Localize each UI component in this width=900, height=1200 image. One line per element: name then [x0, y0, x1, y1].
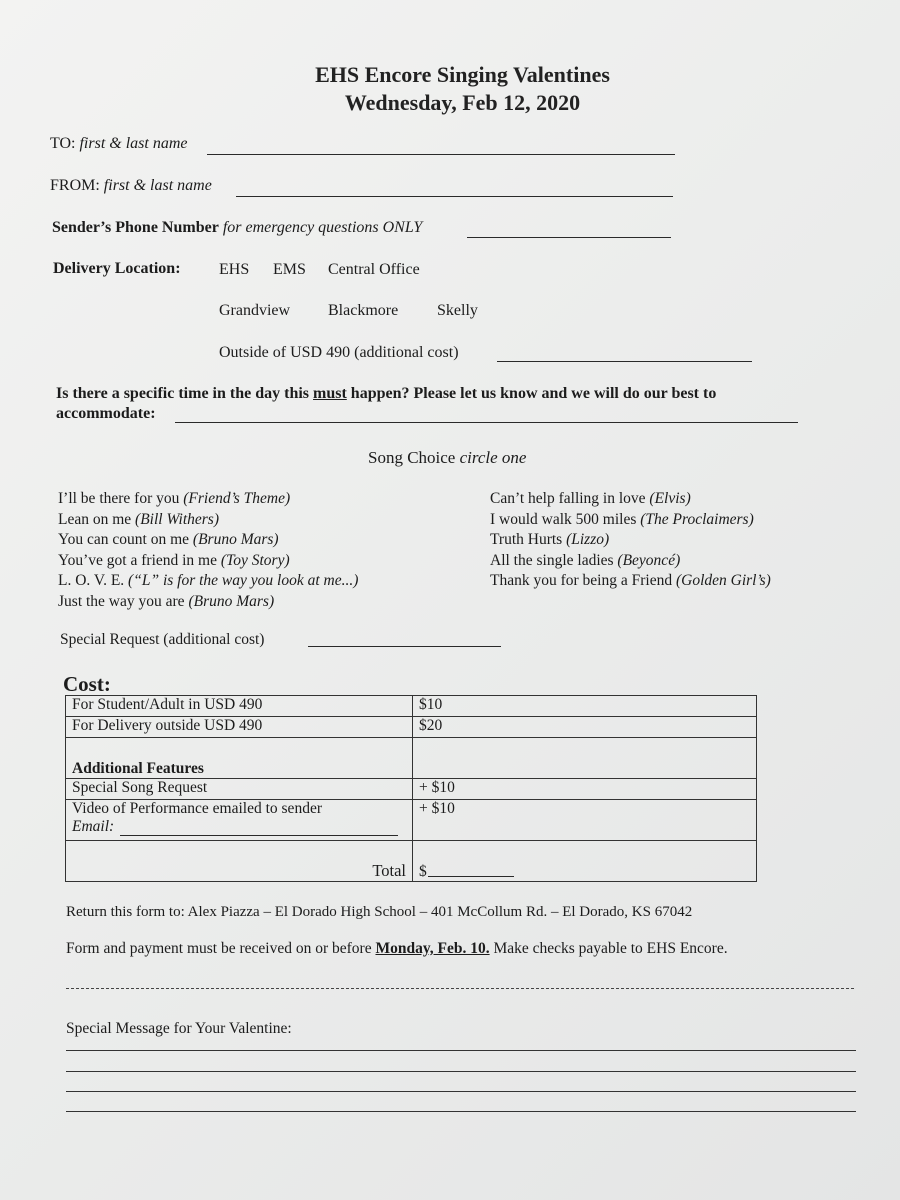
location-ems[interactable]: EMS — [273, 261, 306, 278]
song-list-right — [490, 489, 771, 592]
additional-features-heading: Additional Features — [66, 738, 413, 779]
cost-special-song: Special Song Request — [66, 779, 413, 800]
cost-outside-delivery: For Delivery outside USD 490 — [66, 717, 413, 738]
form-title: EHS Encore Singing Valentines — [315, 62, 610, 87]
phone-number-line[interactable] — [467, 237, 671, 238]
from-name-line[interactable] — [236, 196, 673, 197]
special-request-label: Special Request (additional cost) — [60, 631, 265, 648]
cost-student-adult-price: $10 — [413, 696, 757, 717]
message-line[interactable] — [66, 1071, 856, 1072]
return-instructions: Return this form to: Alex Piazza – El Dorado High School – 401 McCollum Rd. – El Dorado, KS 67042 — [66, 904, 693, 920]
cost-special-song-price: + $10 — [413, 779, 757, 800]
song-option[interactable]: Truth Hurts (Lizzo) — [490, 531, 610, 548]
delivery-location-label: Delivery Location: — [53, 260, 181, 277]
cost-video: Video of Performance emailed to sender Email: — [66, 800, 413, 841]
message-line[interactable] — [66, 1091, 856, 1092]
payment-deadline: Form and payment must be received on or before Monday, Feb. 10. Make checks payable to EHS Encore. — [66, 940, 728, 957]
song-option[interactable]: Just the way you are (Bruno Mars) — [58, 592, 275, 610]
total-label: Total — [66, 841, 413, 882]
song-list-left — [58, 489, 358, 612]
total-amount-line[interactable] — [428, 876, 514, 877]
song-option[interactable]: Lean on me (Bill Withers) — [58, 510, 219, 528]
to-field-label: TO: first & last name — [50, 135, 188, 152]
message-line[interactable] — [66, 1111, 856, 1112]
song-choice-heading: Song Choice circle one — [368, 448, 527, 467]
email-label: Email: — [72, 818, 115, 835]
cost-video-price: + $10 — [413, 800, 757, 841]
special-message-label: Special Message for Your Valentine: — [66, 1020, 292, 1037]
cost-student-adult: For Student/Adult in USD 490 — [66, 696, 413, 717]
song-option[interactable]: I’ll be there for you (Friend’s Theme) — [58, 490, 291, 507]
song-option[interactable]: All the single ladies (Beyoncé) — [490, 551, 681, 569]
special-request-line[interactable] — [308, 646, 501, 647]
phone-field-label: Sender’s Phone Number for emergency questions ONLY — [52, 219, 423, 236]
time-answer-line[interactable] — [175, 422, 798, 423]
time-question-accommodate: accommodate: — [56, 405, 156, 422]
cost-heading: Cost: — [63, 672, 111, 696]
message-line[interactable] — [66, 1050, 856, 1051]
cost-table — [65, 695, 757, 882]
cut-line-divider — [66, 988, 854, 989]
location-central-office[interactable]: Central Office — [328, 261, 420, 278]
song-option[interactable]: You can count on me (Bruno Mars) — [58, 531, 279, 548]
outside-location-line[interactable] — [497, 361, 752, 362]
location-outside-usd[interactable]: Outside of USD 490 (additional cost) — [219, 344, 459, 361]
location-skelly[interactable]: Skelly — [437, 302, 478, 319]
cost-outside-delivery-price: $20 — [413, 717, 757, 738]
song-option[interactable]: L. O. V. E. (“L” is for the way you look at me...) — [58, 572, 359, 589]
total-currency: $ — [419, 863, 427, 880]
song-option[interactable]: Thank you for being a Friend (Golden Girl’s) — [490, 572, 771, 589]
location-grandview[interactable]: Grandview — [219, 302, 291, 319]
song-option[interactable]: Can’t help falling in love (Elvis) — [490, 490, 691, 507]
song-option[interactable]: You’ve got a friend in me (Toy Story) — [58, 551, 290, 569]
song-option[interactable]: I would walk 500 miles (The Proclaimers) — [490, 510, 754, 528]
from-field-label: FROM: first & last name — [50, 177, 212, 194]
to-name-line[interactable] — [207, 154, 675, 155]
total-cell — [413, 841, 757, 882]
form-date: Wednesday, Feb 12, 2020 — [344, 90, 581, 115]
empty-cell — [413, 738, 757, 779]
location-blackmore[interactable]: Blackmore — [328, 302, 399, 319]
email-line[interactable] — [120, 835, 398, 836]
location-ehs[interactable]: EHS — [219, 261, 250, 278]
time-question: Is there a specific time in the day this must happen? Please let us know and we will do our best to — [56, 385, 717, 402]
